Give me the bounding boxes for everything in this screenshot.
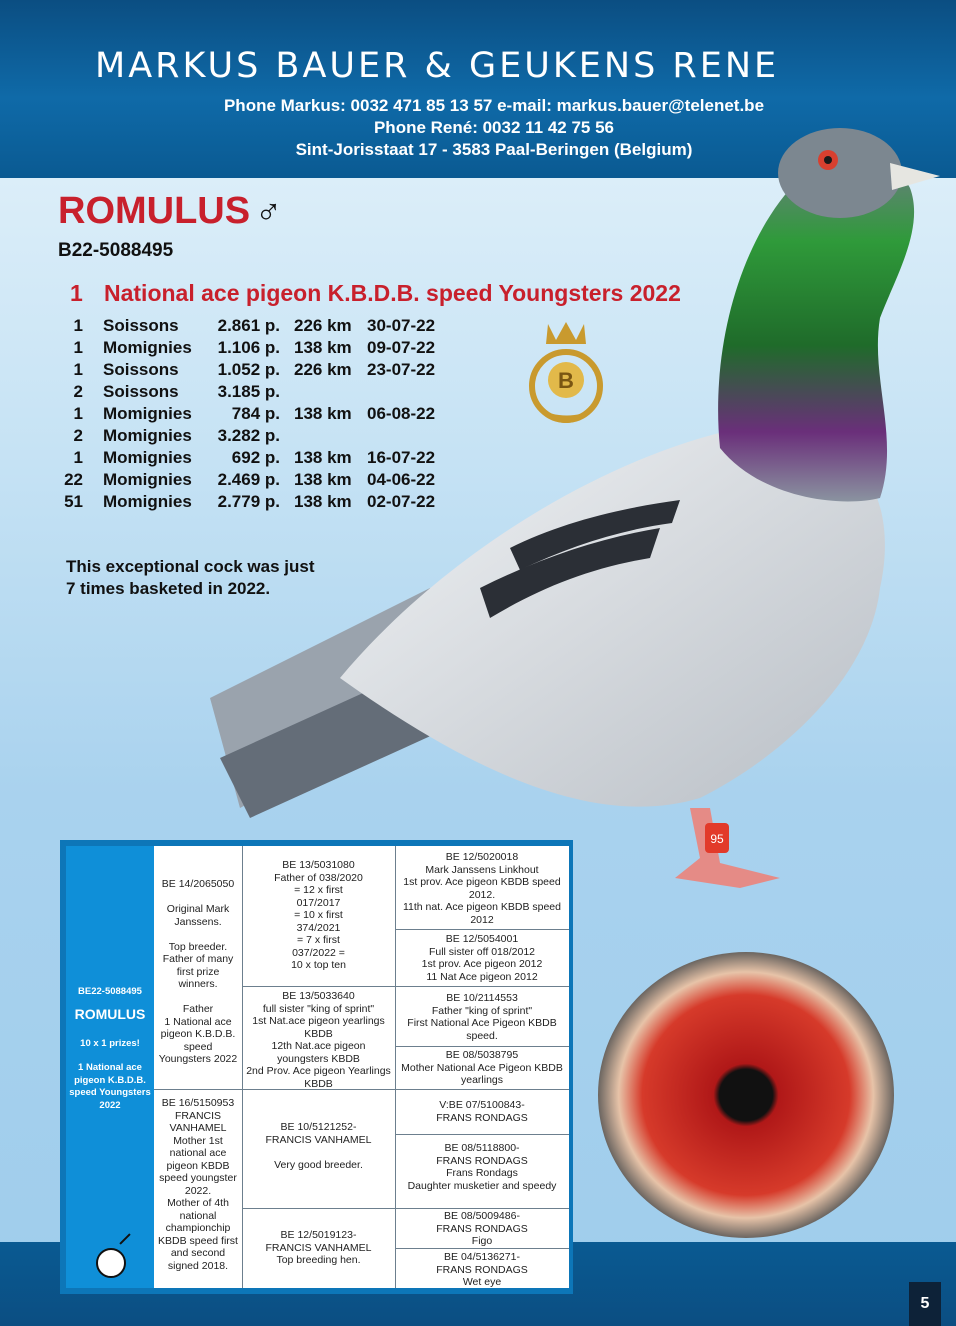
- male-symbol-icon: [96, 1248, 126, 1278]
- male-arrow-icon: [119, 1233, 130, 1244]
- leg-ring-text: 95: [710, 832, 724, 846]
- result-rank: 22: [64, 470, 83, 489]
- subject-ring: BE22-5088495: [78, 986, 142, 997]
- pedigree-ff: BE 13/5031080 Father of 038/2020 = 12 x first 017/2017 = 10 x first 374/2021 = 7 x first 037/2022 = 10 x top ten: [274, 859, 363, 971]
- result-place: Momignies: [103, 492, 192, 511]
- pedigree-father: BE 14/2065050 Original Mark Janssens. Top breeder. Father of many first prize winners. Father 1 National ace pigeon K.B.D.B. speed Youngsters 2022: [158, 878, 238, 1065]
- result-date: 09-07-22: [367, 338, 436, 357]
- result-place: Soissons: [103, 360, 179, 379]
- result-distance: 138 km: [294, 404, 352, 423]
- result-birds: 692 p.: [231, 448, 280, 467]
- result-date: 06-08-22: [367, 404, 436, 423]
- loft-title: MARKUS BAUER & GEUKENS RENE: [95, 46, 780, 86]
- contact-phone-markus: Phone Markus: 0032 471 85 13 57 e-mail: markus.bauer@telenet.be: [223, 96, 765, 115]
- pigeon-name: ROMULUS: [58, 190, 251, 232]
- result-rank: 1: [73, 338, 83, 357]
- subject-prizes: 10 x 1 prizes!: [80, 1038, 140, 1049]
- divider: [395, 1248, 569, 1249]
- result-date: 30-07-22: [367, 316, 436, 335]
- result-rank: 1: [73, 360, 83, 379]
- result-birds: 2.861 p.: [217, 316, 280, 335]
- result-distance: 226 km: [294, 316, 352, 335]
- result-birds: 3.185 p.: [217, 382, 280, 401]
- pedigree-mf: BE 10/5121252- FRANCIS VANHAMEL Very good breeder.: [265, 1121, 372, 1171]
- pedigree-mmf: BE 08/5009486- FRANS RONDAGS Figo: [436, 1210, 528, 1247]
- note-line: 7 times basketed in 2022.: [66, 579, 271, 598]
- pedigree-subject: [66, 846, 154, 1288]
- pedigree-mm: BE 12/5019123- FRANCIS VANHAMEL Top breeding hen.: [265, 1229, 372, 1266]
- result-distance: 226 km: [294, 360, 352, 379]
- result-place: Momignies: [103, 448, 192, 467]
- result-distance: 138 km: [294, 448, 352, 467]
- result-distance: 138 km: [294, 492, 352, 511]
- pedigree-fmf: BE 10/2114553 Father "king of sprint" First National Ace Pigeon KBDB speed.: [407, 992, 557, 1042]
- pigeon-eye-photo: [596, 950, 896, 1240]
- result-birds: 1.106 p.: [217, 338, 280, 357]
- headline-title: National ace pigeon K.B.D.B. speed Youngsters 2022: [104, 280, 681, 306]
- result-date: 16-07-22: [367, 448, 436, 467]
- result-date: 23-07-22: [367, 360, 436, 379]
- result-birds: 2.779 p.: [217, 492, 280, 511]
- divider: [395, 929, 569, 930]
- result-birds: 784 p.: [231, 404, 280, 423]
- headline-rank: 1: [70, 280, 83, 306]
- result-rank: 2: [73, 382, 83, 401]
- result-distance: 138 km: [294, 338, 352, 357]
- divider: [242, 846, 243, 1288]
- ring-number: B22-5088495: [58, 240, 174, 261]
- result-rank: 2: [73, 426, 83, 445]
- result-place: Momignies: [103, 426, 192, 445]
- pedigree-ffm: BE 12/5054001 Full sister off 018/2012 1st prov. Ace pigeon 2012 11 Nat Ace pigeon 2012: [421, 933, 543, 983]
- pigeon-photo: [180, 118, 956, 918]
- result-rank: 51: [64, 492, 83, 511]
- divider: [395, 1046, 569, 1047]
- result-place: Momignies: [103, 470, 192, 489]
- pedigree-fmm: BE 08/5038795 Mother National Ace Pigeon KBDB yearlings: [401, 1049, 563, 1086]
- contact-address: Sint-Jorisstaat 17 - 3583 Paal-Beringen (Belgium): [295, 140, 693, 159]
- result-place: Soissons: [103, 382, 179, 401]
- contact-phone-rene: Phone René: 0032 11 42 75 56: [373, 118, 615, 137]
- pedigree-fff: BE 12/5020018 Mark Janssens Linkhout 1st prov. Ace pigeon KBDB speed 2012. 11th nat. Ace pigeon KBDB speed 2012: [402, 851, 561, 926]
- subject-name: ROMULUS: [74, 1006, 146, 1022]
- result-place: Momignies: [103, 404, 192, 423]
- pedigree-mmm: BE 04/5136271- FRANS RONDAGS Wet eye: [436, 1251, 528, 1288]
- divider: [395, 1134, 569, 1135]
- kbdb-logo: [522, 318, 610, 436]
- result-date: 04-06-22: [367, 470, 436, 489]
- result-rank: 1: [73, 316, 83, 335]
- divider: [242, 1208, 569, 1209]
- result-place: Soissons: [103, 316, 179, 335]
- result-birds: 1.052 p.: [217, 360, 280, 379]
- divider: [242, 986, 569, 987]
- pedigree-chart: [60, 840, 573, 1294]
- pedigree-inner: [66, 846, 569, 1288]
- male-symbol-icon: ♂: [255, 191, 282, 232]
- basketed-note: [66, 556, 314, 600]
- result-date: 02-07-22: [367, 492, 436, 511]
- result-birds: 2.469 p.: [217, 470, 280, 489]
- note-line: This exceptional cock was just: [66, 557, 315, 576]
- pedigree-mother: BE 16/5150953 FRANCIS VANHAMEL Mother 1st national ace pigeon KBDB speed youngster 2022. Mother of 4th national championchip KBDB speed first and second signed 2018.: [158, 1097, 238, 1272]
- pedigree-mff: V:BE 07/5100843- FRANS RONDAGS: [436, 1099, 528, 1124]
- pedigree-fm: BE 13/5033640 full sister "king of sprint" 1st Nat.ace pigeon yearlings KBDB 12th Nat.ace pigeon youngsters KBDB 2nd Prov. Ace pigeon Yearlings KBDB: [246, 990, 391, 1090]
- page-number: 5: [909, 1282, 941, 1326]
- result-distance: 138 km: [294, 470, 352, 489]
- result-birds: 3.282 p.: [217, 426, 280, 445]
- pedigree-mfm: BE 08/5118800- FRANS RONDAGS Frans Rondags Daughter musketier and speedy: [407, 1142, 557, 1192]
- divider: [395, 846, 396, 1288]
- result-place: Momignies: [103, 338, 192, 357]
- result-rank: 1: [73, 448, 83, 467]
- result-rank: 1: [73, 404, 83, 423]
- kbdb-logo-letter: B: [558, 368, 574, 393]
- subject-ace: 1 National ace pigeon K.B.D.B. speed Youngsters 2022: [69, 1062, 151, 1111]
